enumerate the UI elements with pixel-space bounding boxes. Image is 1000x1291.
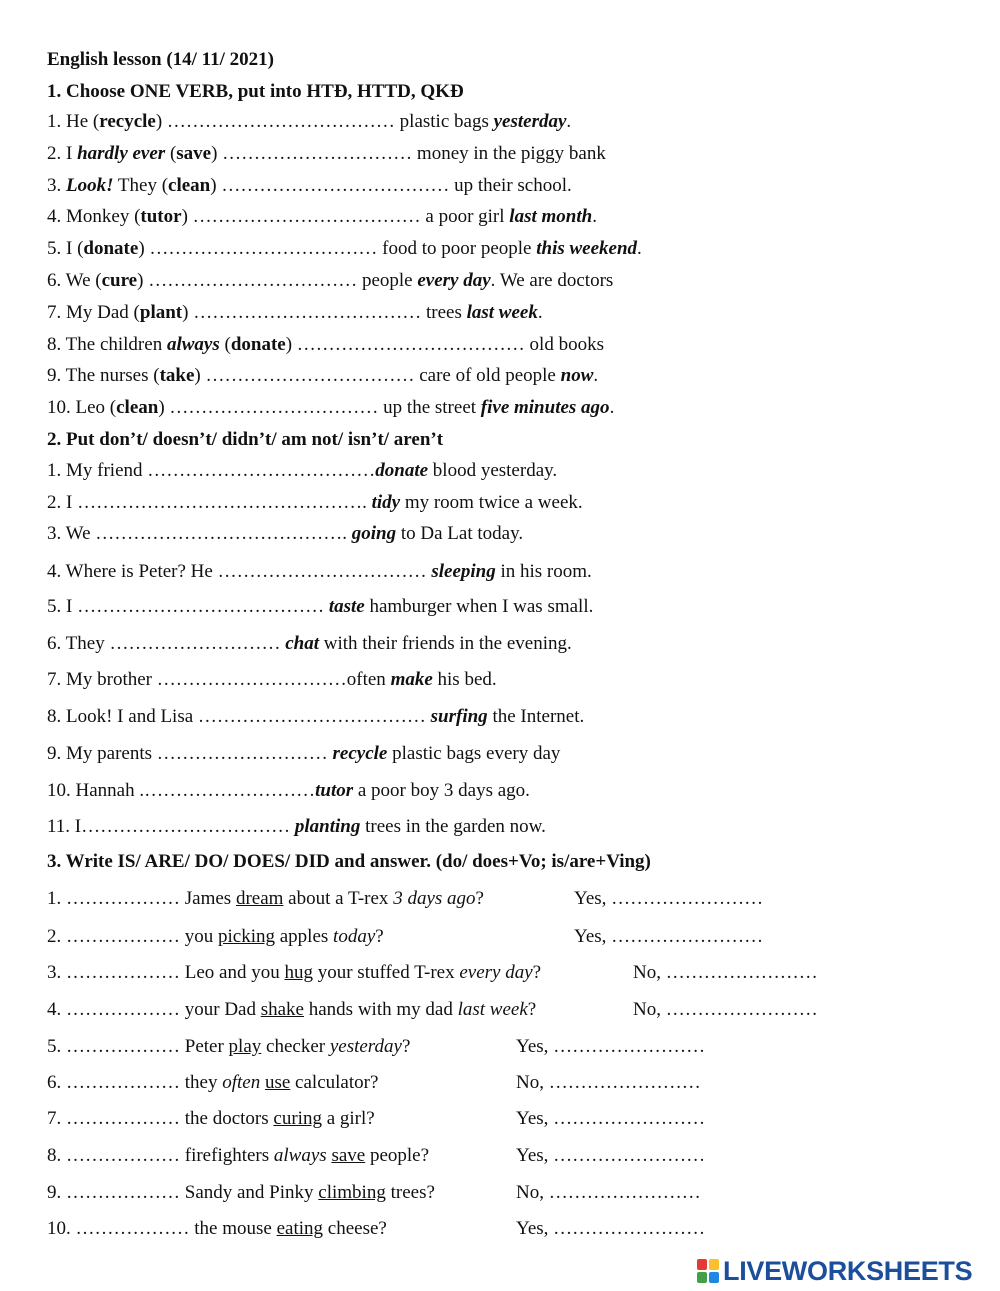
exercise-2-item <box>47 815 546 839</box>
text-run: ) …………………………… people <box>137 270 418 291</box>
text-run: ? <box>375 926 384 947</box>
text-run: 8. Look! I and Lisa ……………………………… <box>47 706 431 727</box>
exercise-1-item <box>47 110 571 134</box>
emphasis-text: tutor <box>140 206 182 227</box>
underlined-verb: climbing <box>318 1182 386 1203</box>
exercise-3-question <box>47 925 384 949</box>
text-run: people? <box>365 1145 430 1166</box>
underlined-verb: play <box>228 1036 262 1057</box>
section-3-heading: 3. Write IS/ ARE/ DO/ DOES/ DID and answer. (do/ does+Vo; is/are+Ving) <box>47 851 651 872</box>
underlined-verb: picking <box>218 926 275 947</box>
text-run: . <box>609 397 615 418</box>
text-run: . <box>593 365 599 386</box>
text-run: . <box>592 206 597 227</box>
emphasis-text: taste <box>328 596 365 617</box>
text-run: a poor boy 3 days ago. <box>353 780 530 801</box>
emphasis-text: save <box>176 143 212 164</box>
emphasis-text: cure <box>101 270 138 291</box>
emphasis-text: yesterday <box>329 1036 402 1057</box>
text-run: hands with my dad <box>304 999 458 1020</box>
emphasis-text: every day <box>417 270 491 291</box>
text-run: 11. I…………………………… <box>47 816 295 837</box>
exercise-3-question <box>47 1107 375 1131</box>
emphasis-text: five minutes ago <box>480 397 610 418</box>
text-run: 10. Leo ( <box>47 397 117 418</box>
text-run: 5. I ………………………………… <box>47 596 329 617</box>
exercise-3-question <box>47 1144 429 1168</box>
exercise-3-question <box>47 1181 435 1205</box>
text-run: 8. ……………… firefighters <box>47 1145 274 1166</box>
exercise-3-question <box>47 961 541 985</box>
emphasis-text: planting <box>294 816 361 837</box>
text-run: . <box>537 302 543 323</box>
emphasis-text: Look! <box>66 175 114 196</box>
underlined-verb: dream <box>235 888 284 909</box>
exercise-2-item <box>47 779 530 803</box>
emphasis-text: always <box>166 334 220 355</box>
logo-mark-green <box>697 1272 707 1283</box>
text-run: . <box>637 238 642 259</box>
exercise-2-item <box>47 742 560 766</box>
section-1-heading: 1. Choose ONE VERB, put into HTĐ, HTTD, QKĐ <box>47 81 464 102</box>
text-run: ? <box>475 888 484 909</box>
text-run: plastic bags every day <box>387 743 561 764</box>
exercise-1-item <box>47 174 572 198</box>
text-run: your stuffed T-rex <box>312 962 460 983</box>
emphasis-text: now <box>560 365 594 386</box>
text-run: ) …………………………… care of old people <box>194 365 561 386</box>
text-run: trees in the garden now. <box>360 816 546 837</box>
emphasis-text: tutor <box>315 780 354 801</box>
exercise-3-question <box>47 998 536 1022</box>
liveworksheets-logo <box>697 1255 972 1287</box>
logo-mark-icon <box>697 1259 719 1283</box>
emphasis-text: donate <box>375 460 429 481</box>
text-run: 6. They ……………………… <box>47 633 286 654</box>
emphasis-text: tidy <box>371 492 401 513</box>
text-run: 9. The nurses ( <box>47 365 160 386</box>
exercise-2-item <box>47 491 583 515</box>
text-run: ? <box>532 962 542 983</box>
text-run: 1. ……………… James <box>47 888 236 909</box>
underlined-verb: use <box>264 1072 291 1093</box>
text-run: cheese? <box>323 1218 387 1239</box>
emphasis-text: yesterday <box>493 111 567 132</box>
exercise-1-item <box>47 364 598 388</box>
text-run: trees? <box>385 1182 435 1203</box>
underlined-verb: curing <box>273 1108 322 1129</box>
exercise-1-item <box>47 269 613 293</box>
text-run: 4. ……………… your Dad <box>47 999 261 1020</box>
emphasis-text: chat <box>285 633 319 654</box>
emphasis-text: always <box>273 1145 327 1166</box>
emphasis-text: going <box>351 523 397 544</box>
text-run: ) ……………………………… food to poor people <box>138 238 537 259</box>
exercise-3-answer: Yes, …………………… <box>516 1218 706 1239</box>
exercise-2-item <box>47 668 497 692</box>
text-run: 3. We …………………………………. <box>47 523 352 544</box>
underlined-verb: save <box>331 1145 366 1166</box>
text-run: 3. <box>47 175 66 196</box>
exercise-2-item <box>47 632 572 656</box>
text-run: 4. Where is Peter? He …………………………… <box>47 561 432 582</box>
text-run: 5. I ( <box>47 238 84 259</box>
exercise-2-item <box>47 705 584 729</box>
exercise-1-item <box>47 142 606 166</box>
text-run: a girl? <box>321 1108 375 1129</box>
text-run: . <box>566 111 572 132</box>
exercise-2-item <box>47 560 592 584</box>
exercise-3-answer: No, …………………… <box>633 962 818 983</box>
exercise-3-question <box>47 1071 378 1095</box>
text-run: ) ……………………………… up their school. <box>210 175 572 196</box>
exercise-2-item <box>47 522 523 546</box>
text-run: 9. My parents ……………………… <box>47 743 333 764</box>
underlined-verb: eating <box>276 1218 324 1239</box>
text-run: blood yesterday. <box>428 460 558 481</box>
exercise-1-item <box>47 237 642 261</box>
exercise-3-answer: Yes, …………………… <box>574 888 764 909</box>
emphasis-text: last week <box>466 302 538 323</box>
emphasis-text: clean <box>168 175 211 196</box>
exercise-3-answer: Yes, …………………… <box>516 1108 706 1129</box>
emphasis-text: recycle <box>332 743 388 764</box>
exercise-1-item <box>47 301 543 325</box>
text-run: 6. ……………… they <box>47 1072 223 1093</box>
logo-mark-red <box>697 1259 707 1270</box>
text-run: ) …………………………… up the street <box>158 397 481 418</box>
text-run: 3. ……………… Leo and you <box>47 962 285 983</box>
logo-mark-yellow <box>709 1259 719 1270</box>
text-run: calculator? <box>290 1072 379 1093</box>
exercise-1-item <box>47 396 614 420</box>
text-run: 10. ……………… the mouse <box>47 1218 277 1239</box>
text-run: 6. We ( <box>47 270 102 291</box>
logo-mark-blue <box>709 1272 719 1283</box>
text-run: to Da Lat today. <box>396 523 524 544</box>
text-run: ? <box>527 999 537 1020</box>
text-run: 7. My Dad ( <box>47 302 140 323</box>
emphasis-text: last week <box>457 999 528 1020</box>
text-run: 4. Monkey ( <box>47 206 141 227</box>
text-run: . We are doctors <box>490 270 614 291</box>
emphasis-text: last month <box>509 206 593 227</box>
exercise-3-question <box>47 1217 387 1241</box>
emphasis-text: 3 days ago <box>393 888 476 909</box>
text-run: 2. ……………… you <box>47 926 218 947</box>
emphasis-text: today <box>333 926 376 947</box>
exercise-2-item <box>47 595 593 619</box>
exercise-3-answer: No, …………………… <box>516 1182 701 1203</box>
exercise-3-question <box>47 887 484 911</box>
exercise-3-answer: No, …………………… <box>633 999 818 1020</box>
exercise-1-item <box>47 333 604 357</box>
exercise-3-answer: No, …………………… <box>516 1072 701 1093</box>
text-run: 8. The children <box>47 334 167 355</box>
text-run: about a T-rex <box>283 888 394 909</box>
underlined-verb: hug <box>284 962 313 983</box>
exercise-3-answer: Yes, …………………… <box>516 1145 706 1166</box>
text-run: ) ……………………………… trees <box>182 302 467 323</box>
text-run: ) ……………………………… a poor girl <box>181 206 510 227</box>
text-run: in his room. <box>495 561 592 582</box>
text-run: 9. ……………… Sandy and Pinky <box>47 1182 319 1203</box>
text-run: 7. ……………… the doctors <box>47 1108 274 1129</box>
emphasis-text: clean <box>116 397 159 418</box>
text-run: 5. ……………… Peter <box>47 1036 229 1057</box>
exercise-3-answer: Yes, …………………… <box>574 926 764 947</box>
logo-text: LIVEWORKSHEETS <box>723 1255 973 1286</box>
exercise-2-item <box>47 459 557 483</box>
text-run: ) ……………………………… plastic bags <box>155 111 494 132</box>
text-run: ( <box>219 334 231 355</box>
text-run: ) ……………………………… old books <box>285 334 604 355</box>
text-run: 1. He ( <box>47 111 100 132</box>
text-run: my room twice a week. <box>400 492 583 513</box>
text-run: 10. Hannah .……………………… <box>47 780 316 801</box>
emphasis-text: donate <box>230 334 286 355</box>
text-run: 1. My friend ……………………………… <box>47 460 376 481</box>
emphasis-text: sleeping <box>431 561 496 582</box>
text-run: the Internet. <box>487 706 585 727</box>
text-run: ? <box>401 1036 411 1057</box>
page-title: English lesson (14/ 11/ 2021) <box>47 49 274 70</box>
emphasis-text: take <box>159 365 195 386</box>
text-run: 7. My brother …………………………often <box>47 669 391 690</box>
text-run: They ( <box>113 175 169 196</box>
exercise-1-item <box>47 205 597 229</box>
exercise-3-question <box>47 1035 410 1059</box>
text-run: with their friends in the evening. <box>318 633 572 654</box>
exercise-3-answer: Yes, …………………… <box>516 1036 706 1057</box>
text-run: his bed. <box>432 669 497 690</box>
text-run: ) ………………………… money in the piggy bank <box>211 143 606 164</box>
text-run: hamburger when I was small. <box>364 596 594 617</box>
emphasis-text: recycle <box>99 111 156 132</box>
underlined-verb: shake <box>260 999 304 1020</box>
text-run: ( <box>165 143 177 164</box>
emphasis-text: plant <box>139 302 183 323</box>
emphasis-text: every day <box>459 962 533 983</box>
emphasis-text: make <box>390 669 433 690</box>
emphasis-text: this weekend <box>536 238 638 259</box>
emphasis-text: donate <box>83 238 139 259</box>
emphasis-text: surfing <box>430 706 488 727</box>
emphasis-text: often <box>222 1072 261 1093</box>
text-run: 2. I ………………………………………. <box>47 492 372 513</box>
emphasis-text: hardly ever <box>77 143 166 164</box>
text-run: 2. I <box>47 143 78 164</box>
text-run: checker <box>261 1036 330 1057</box>
text-run: apples <box>275 926 334 947</box>
section-2-heading: 2. Put don’t/ doesn’t/ didn’t/ am not/ isn’t/ aren’t <box>47 429 444 450</box>
